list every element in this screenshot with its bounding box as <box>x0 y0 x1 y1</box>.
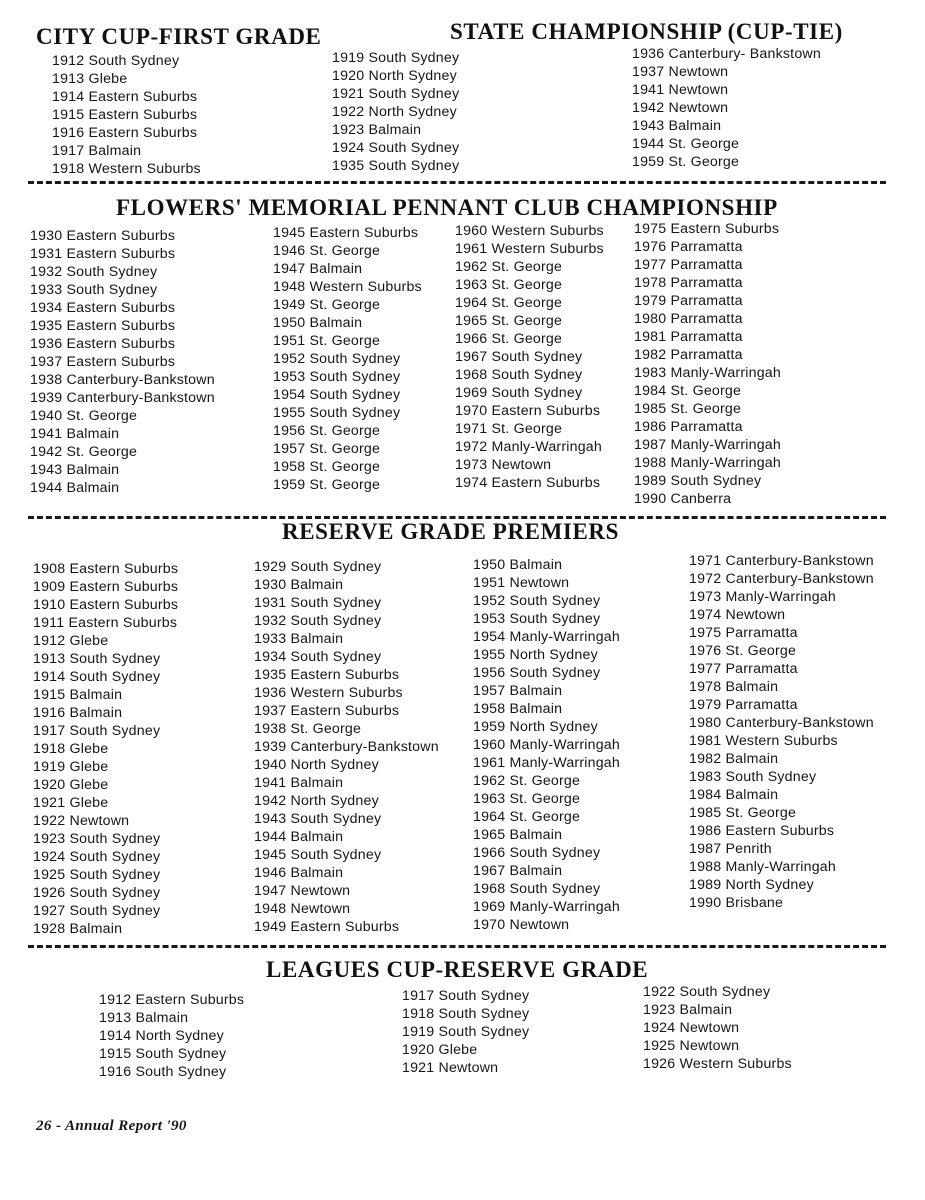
list-item: 1970 Eastern Suburbs <box>455 403 601 419</box>
list-item: 1926 South Sydney <box>33 885 161 901</box>
list-item: 1946 St. George <box>273 243 381 259</box>
flowers-memorial-column-1 <box>30 227 215 497</box>
list-item: 1941 Balmain <box>254 775 344 791</box>
list-item: 1990 Canberra <box>634 491 732 507</box>
list-item: 1975 Parramatta <box>689 625 798 641</box>
list-item: 1988 Manly-Warringah <box>689 859 836 875</box>
list-item: 1989 North Sydney <box>689 877 814 893</box>
list-item: 1917 South Sydney <box>402 988 530 1004</box>
list-item: 1915 South Sydney <box>99 1046 227 1062</box>
list-item: 1942 Newtown <box>632 100 729 116</box>
list-item: 1913 Glebe <box>52 71 128 87</box>
flowers-memorial-column-3 <box>455 222 604 492</box>
list-item: 1934 Eastern Suburbs <box>30 300 176 316</box>
list-item: 1956 St. George <box>273 423 381 439</box>
list-item: 1969 South Sydney <box>455 385 583 401</box>
list-item: 1949 Eastern Suburbs <box>254 919 400 935</box>
list-item: 1918 Western Suburbs <box>52 161 201 177</box>
list-item: 1917 South Sydney <box>33 723 161 739</box>
list-item: 1987 Penrith <box>689 841 772 857</box>
list-item: 1988 Manly-Warringah <box>634 455 781 471</box>
list-item: 1941 Balmain <box>30 426 120 442</box>
list-item: 1909 Eastern Suburbs <box>33 579 179 595</box>
list-item: 1921 South Sydney <box>332 86 460 102</box>
list-item: 1950 Balmain <box>273 315 363 331</box>
list-item: 1954 South Sydney <box>273 387 401 403</box>
list-item: 1948 Western Suburbs <box>273 279 422 295</box>
list-item: 1916 Balmain <box>33 705 123 721</box>
list-item: 1982 Balmain <box>689 751 779 767</box>
list-item: 1986 Eastern Suburbs <box>689 823 835 839</box>
list-item: 1969 Manly-Warringah <box>473 899 620 915</box>
section-divider <box>28 181 886 184</box>
list-item: 1911 Eastern Suburbs <box>33 615 178 631</box>
list-item: 1938 Canterbury-Bankstown <box>30 372 215 388</box>
list-item: 1980 Parramatta <box>634 311 743 327</box>
leagues-cup-heading: LEAGUES CUP-RESERVE GRADE <box>266 957 649 982</box>
list-item: 1981 Western Suburbs <box>689 733 838 749</box>
list-item: 1974 Newtown <box>689 607 786 623</box>
list-item: 1985 St. George <box>634 401 742 417</box>
list-item: 1944 St. George <box>632 136 740 152</box>
list-item: 1914 North Sydney <box>99 1028 224 1044</box>
list-item: 1914 South Sydney <box>33 669 161 685</box>
list-item: 1978 Balmain <box>689 679 779 695</box>
list-item: 1955 North Sydney <box>473 647 598 663</box>
list-item: 1973 Newtown <box>455 457 552 473</box>
list-item: 1933 South Sydney <box>30 282 158 298</box>
list-item: 1924 Newtown <box>643 1020 740 1036</box>
reserve-grade-column-3 <box>473 556 620 934</box>
list-item: 1913 Balmain <box>99 1010 189 1026</box>
list-item: 1952 South Sydney <box>473 593 601 609</box>
list-item: 1959 North Sydney <box>473 719 598 735</box>
list-item: 1981 Parramatta <box>634 329 743 345</box>
list-item: 1960 Western Suburbs <box>455 223 604 239</box>
list-item: 1912 South Sydney <box>52 53 180 69</box>
list-item: 1937 Eastern Suburbs <box>254 703 400 719</box>
list-item: 1979 Parramatta <box>634 293 743 309</box>
list-item: 1922 Newtown <box>33 813 130 829</box>
list-item: 1964 St. George <box>455 295 563 311</box>
list-item: 1932 South Sydney <box>30 264 158 280</box>
list-item: 1962 St. George <box>473 773 581 789</box>
list-item: 1979 Parramatta <box>689 697 798 713</box>
list-item: 1930 Balmain <box>254 577 344 593</box>
section-divider <box>28 516 886 519</box>
list-item: 1910 Eastern Suburbs <box>33 597 179 613</box>
list-item: 1938 St. George <box>254 721 362 737</box>
list-item: 1912 Glebe <box>33 633 109 649</box>
list-item: 1951 St. George <box>273 333 381 349</box>
flowers-memorial-column-2 <box>273 224 422 494</box>
list-item: 1960 Manly-Warringah <box>473 737 620 753</box>
list-item: 1951 Newtown <box>473 575 570 591</box>
list-item: 1926 Western Suburbs <box>643 1056 792 1072</box>
list-item: 1931 South Sydney <box>254 595 382 611</box>
list-item: 1928 Balmain <box>33 921 123 937</box>
list-item: 1986 Parramatta <box>634 419 743 435</box>
list-item: 1954 Manly-Warringah <box>473 629 620 645</box>
list-item: 1936 Eastern Suburbs <box>30 336 176 352</box>
list-item: 1943 Balmain <box>30 462 120 478</box>
list-item: 1929 South Sydney <box>254 559 382 575</box>
list-item: 1927 South Sydney <box>33 903 161 919</box>
list-item: 1921 Newtown <box>402 1060 499 1076</box>
list-item: 1980 Canterbury-Bankstown <box>689 715 874 731</box>
list-item: 1919 South Sydney <box>402 1024 530 1040</box>
list-item: 1959 St. George <box>632 154 740 170</box>
flowers-memorial-column-4 <box>634 220 781 508</box>
list-item: 1923 South Sydney <box>33 831 161 847</box>
list-item: 1912 Eastern Suburbs <box>99 992 245 1008</box>
list-item: 1916 Eastern Suburbs <box>52 125 198 141</box>
list-item: 1959 St. George <box>273 477 381 493</box>
list-item: 1956 South Sydney <box>473 665 601 681</box>
list-item: 1984 Balmain <box>689 787 779 803</box>
list-item: 1967 Balmain <box>473 863 563 879</box>
list-item: 1977 Parramatta <box>689 661 798 677</box>
list-item: 1924 South Sydney <box>33 849 161 865</box>
list-item: 1966 South Sydney <box>473 845 601 861</box>
reserve-grade-heading: RESERVE GRADE PREMIERS <box>282 519 619 544</box>
list-item: 1914 Eastern Suburbs <box>52 89 198 105</box>
list-item: 1961 Manly-Warringah <box>473 755 620 771</box>
list-item: 1930 Eastern Suburbs <box>30 228 176 244</box>
list-item: 1918 South Sydney <box>402 1006 530 1022</box>
list-item: 1966 St. George <box>455 331 563 347</box>
list-item: 1933 Balmain <box>254 631 344 647</box>
city-cup-column-2 <box>332 49 459 175</box>
list-item: 1970 Newtown <box>473 917 570 933</box>
list-item: 1921 Glebe <box>33 795 109 811</box>
list-item: 1935 Eastern Suburbs <box>30 318 176 334</box>
list-item: 1967 South Sydney <box>455 349 583 365</box>
reserve-grade-column-1 <box>33 560 178 938</box>
list-item: 1925 South Sydney <box>33 867 161 883</box>
list-item: 1931 Eastern Suburbs <box>30 246 176 262</box>
list-item: 1923 Balmain <box>643 1002 733 1018</box>
list-item: 1943 Balmain <box>632 118 722 134</box>
reserve-grade-column-4 <box>689 552 874 912</box>
list-item: 1984 St. George <box>634 383 742 399</box>
list-item: 1944 Balmain <box>30 480 120 496</box>
list-item: 1948 Newtown <box>254 901 351 917</box>
list-item: 1937 Eastern Suburbs <box>30 354 176 370</box>
list-item: 1940 St. George <box>30 408 138 424</box>
list-item: 1975 Eastern Suburbs <box>634 221 780 237</box>
flowers-memorial-heading: FLOWERS' MEMORIAL PENNANT CLUB CHAMPIONSHIP <box>116 195 778 220</box>
list-item: 1953 South Sydney <box>273 369 401 385</box>
list-item: 1955 South Sydney <box>273 405 401 421</box>
state-championship-heading: STATE CHAMPIONSHIP (CUP-TIE) <box>450 19 843 44</box>
city-cup-column-1 <box>52 52 201 178</box>
list-item: 1939 Canterbury-Bankstown <box>254 739 439 755</box>
list-item: 1974 Eastern Suburbs <box>455 475 601 491</box>
list-item: 1919 Glebe <box>33 759 109 775</box>
list-item: 1918 Glebe <box>33 741 109 757</box>
list-item: 1963 St. George <box>473 791 581 807</box>
list-item: 1976 St. George <box>689 643 797 659</box>
section-divider <box>28 945 886 948</box>
list-item: 1968 South Sydney <box>455 367 583 383</box>
list-item: 1990 Brisbane <box>689 895 784 911</box>
list-item: 1964 St. George <box>473 809 581 825</box>
list-item: 1950 Balmain <box>473 557 563 573</box>
list-item: 1942 St. George <box>30 444 138 460</box>
list-item: 1965 Balmain <box>473 827 563 843</box>
list-item: 1972 Manly-Warringah <box>455 439 602 455</box>
list-item: 1947 Newtown <box>254 883 351 899</box>
list-item: 1944 Balmain <box>254 829 344 845</box>
list-item: 1917 Balmain <box>52 143 142 159</box>
list-item: 1961 Western Suburbs <box>455 241 604 257</box>
list-item: 1943 South Sydney <box>254 811 382 827</box>
list-item: 1922 South Sydney <box>643 984 771 1000</box>
list-item: 1915 Eastern Suburbs <box>52 107 198 123</box>
list-item: 1983 Manly-Warringah <box>634 365 781 381</box>
list-item: 1925 Newtown <box>643 1038 740 1054</box>
list-item: 1940 North Sydney <box>254 757 379 773</box>
reserve-grade-column-2 <box>254 558 439 936</box>
list-item: 1922 North Sydney <box>332 104 457 120</box>
leagues-cup-column-3 <box>643 983 792 1073</box>
list-item: 1920 North Sydney <box>332 68 457 84</box>
list-item: 1935 South Sydney <box>332 158 460 174</box>
list-item: 1958 Balmain <box>473 701 563 717</box>
list-item: 1983 South Sydney <box>689 769 817 785</box>
page-footer: 26 - Annual Report '90 <box>36 1118 187 1134</box>
list-item: 1947 Balmain <box>273 261 363 277</box>
list-item: 1945 South Sydney <box>254 847 382 863</box>
list-item: 1935 Eastern Suburbs <box>254 667 400 683</box>
list-item: 1957 St. George <box>273 441 381 457</box>
leagues-cup-column-2 <box>402 987 529 1077</box>
list-item: 1958 St. George <box>273 459 381 475</box>
list-item: 1920 Glebe <box>402 1042 478 1058</box>
list-item: 1972 Canterbury-Bankstown <box>689 571 874 587</box>
list-item: 1932 South Sydney <box>254 613 382 629</box>
list-item: 1923 Balmain <box>332 122 422 138</box>
list-item: 1957 Balmain <box>473 683 563 699</box>
list-item: 1908 Eastern Suburbs <box>33 561 179 577</box>
list-item: 1977 Parramatta <box>634 257 743 273</box>
list-item: 1913 South Sydney <box>33 651 161 667</box>
list-item: 1942 North Sydney <box>254 793 379 809</box>
list-item: 1919 South Sydney <box>332 50 460 66</box>
list-item: 1915 Balmain <box>33 687 123 703</box>
list-item: 1941 Newtown <box>632 82 729 98</box>
list-item: 1920 Glebe <box>33 777 109 793</box>
list-item: 1971 Canterbury-Bankstown <box>689 553 874 569</box>
list-item: 1973 Manly-Warringah <box>689 589 836 605</box>
list-item: 1946 Balmain <box>254 865 344 881</box>
list-item: 1963 St. George <box>455 277 563 293</box>
list-item: 1924 South Sydney <box>332 140 460 156</box>
list-item: 1934 South Sydney <box>254 649 382 665</box>
list-item: 1953 South Sydney <box>473 611 601 627</box>
list-item: 1962 St. George <box>455 259 563 275</box>
list-item: 1968 South Sydney <box>473 881 601 897</box>
list-item: 1916 South Sydney <box>99 1064 227 1080</box>
list-item: 1976 Parramatta <box>634 239 743 255</box>
list-item: 1939 Canterbury-Bankstown <box>30 390 215 406</box>
list-item: 1945 Eastern Suburbs <box>273 225 419 241</box>
list-item: 1952 South Sydney <box>273 351 401 367</box>
list-item: 1987 Manly-Warringah <box>634 437 781 453</box>
list-item: 1936 Western Suburbs <box>254 685 403 701</box>
list-item: 1978 Parramatta <box>634 275 743 291</box>
list-item: 1985 St. George <box>689 805 797 821</box>
leagues-cup-column-1 <box>99 991 244 1081</box>
state-championship-column-1 <box>632 45 821 171</box>
list-item: 1949 St. George <box>273 297 381 313</box>
list-item: 1982 Parramatta <box>634 347 743 363</box>
list-item: 1971 St. George <box>455 421 563 437</box>
city-cup-heading: CITY CUP-FIRST GRADE <box>36 24 322 49</box>
list-item: 1937 Newtown <box>632 64 729 80</box>
list-item: 1965 St. George <box>455 313 563 329</box>
list-item: 1989 South Sydney <box>634 473 762 489</box>
list-item: 1936 Canterbury- Bankstown <box>632 46 821 62</box>
